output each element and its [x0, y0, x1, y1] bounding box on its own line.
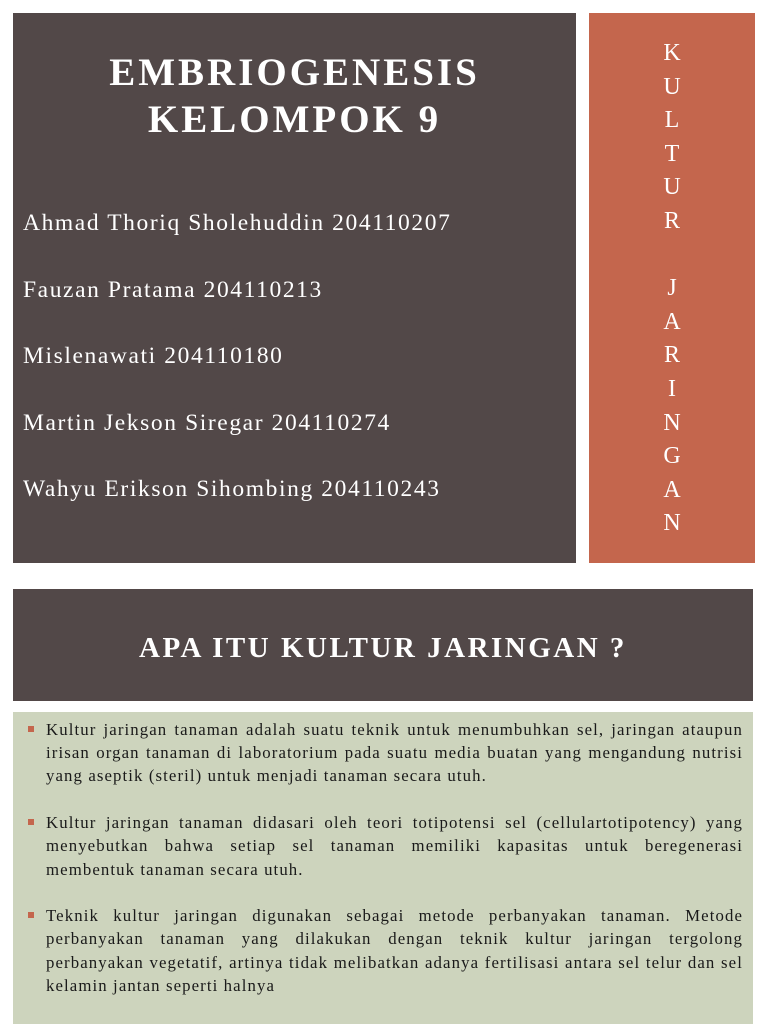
square-bullet-icon: [28, 726, 34, 732]
vertical-subtitle: [589, 37, 755, 541]
title-line-2: KELOMPOK 9: [147, 98, 442, 141]
member-item: Ahmad Thoriq Sholehuddin 204110207: [23, 210, 452, 236]
letter: R: [663, 342, 680, 369]
bullet-item: [27, 718, 743, 788]
bullet-list: [27, 718, 743, 1021]
letter-gap: [589, 239, 755, 273]
member-item: Fauzan Pratama 204110213: [23, 276, 323, 303]
square-bullet-icon: [28, 819, 34, 825]
title-line-1: EMBRIOGENESIS: [109, 51, 480, 94]
member-item: Martin Jekson Siregar 204110274: [23, 409, 391, 436]
slide1-side-panel: [589, 13, 755, 563]
bullet-text: Kultur jaringan tanaman adalah suatu teknik untuk menumbuhkan sel, jaringan ataupun irisan organ tanaman di laboratorium pada suatu media buatan yang mengandung nutrisi yang aseptik (steril) untuk menjadi tanaman secara utuh.: [46, 720, 743, 786]
letter: U: [663, 174, 681, 201]
letter: K: [663, 40, 681, 66]
bullet-item: [27, 811, 743, 881]
letter: N: [663, 510, 681, 537]
bullet-text: Teknik kultur jaringan digunakan sebagai metode perbanyakan tanaman. Metode perbanyakan tanaman yang dilakukan dengan teknik kultur jaringan tergolong perbanyakan vegetatif, artinya tidak melibatkan adanya fertilisasi antara sel telur dan sel kelamin jantan seperti halnya: [46, 906, 743, 995]
slide2-header-panel: [13, 589, 753, 701]
slide2-body-panel: [13, 712, 753, 1024]
letter: I: [668, 375, 676, 402]
letter: G: [663, 443, 681, 470]
member-item: Mislenawati 204110180: [23, 343, 284, 370]
member-list: [23, 206, 451, 539]
letter: A: [663, 476, 681, 503]
bullet-item: [27, 904, 743, 997]
bullet-text: Kultur jaringan tanaman didasari oleh teori totipotensi sel (cellulartotipotency) yang menyebutkan bahwa setiap sel tanaman memiliki kapasitas untuk beregenerasi membentuk tanaman secara utuh.: [46, 813, 743, 879]
square-bullet-icon: [28, 912, 34, 918]
letter: T: [664, 140, 680, 167]
slide2-title: APA ITU KULTUR JARINGAN ?: [139, 632, 627, 664]
letter: R: [663, 207, 680, 234]
letter: J: [667, 275, 677, 302]
slide1-title: [13, 49, 576, 143]
letter: U: [663, 73, 681, 100]
letter: A: [663, 308, 681, 335]
slide1-title-panel: [13, 13, 576, 563]
letter: N: [663, 409, 681, 436]
letter: L: [664, 107, 680, 134]
member-item: Wahyu Erikson Sihombing 204110243: [23, 476, 441, 503]
